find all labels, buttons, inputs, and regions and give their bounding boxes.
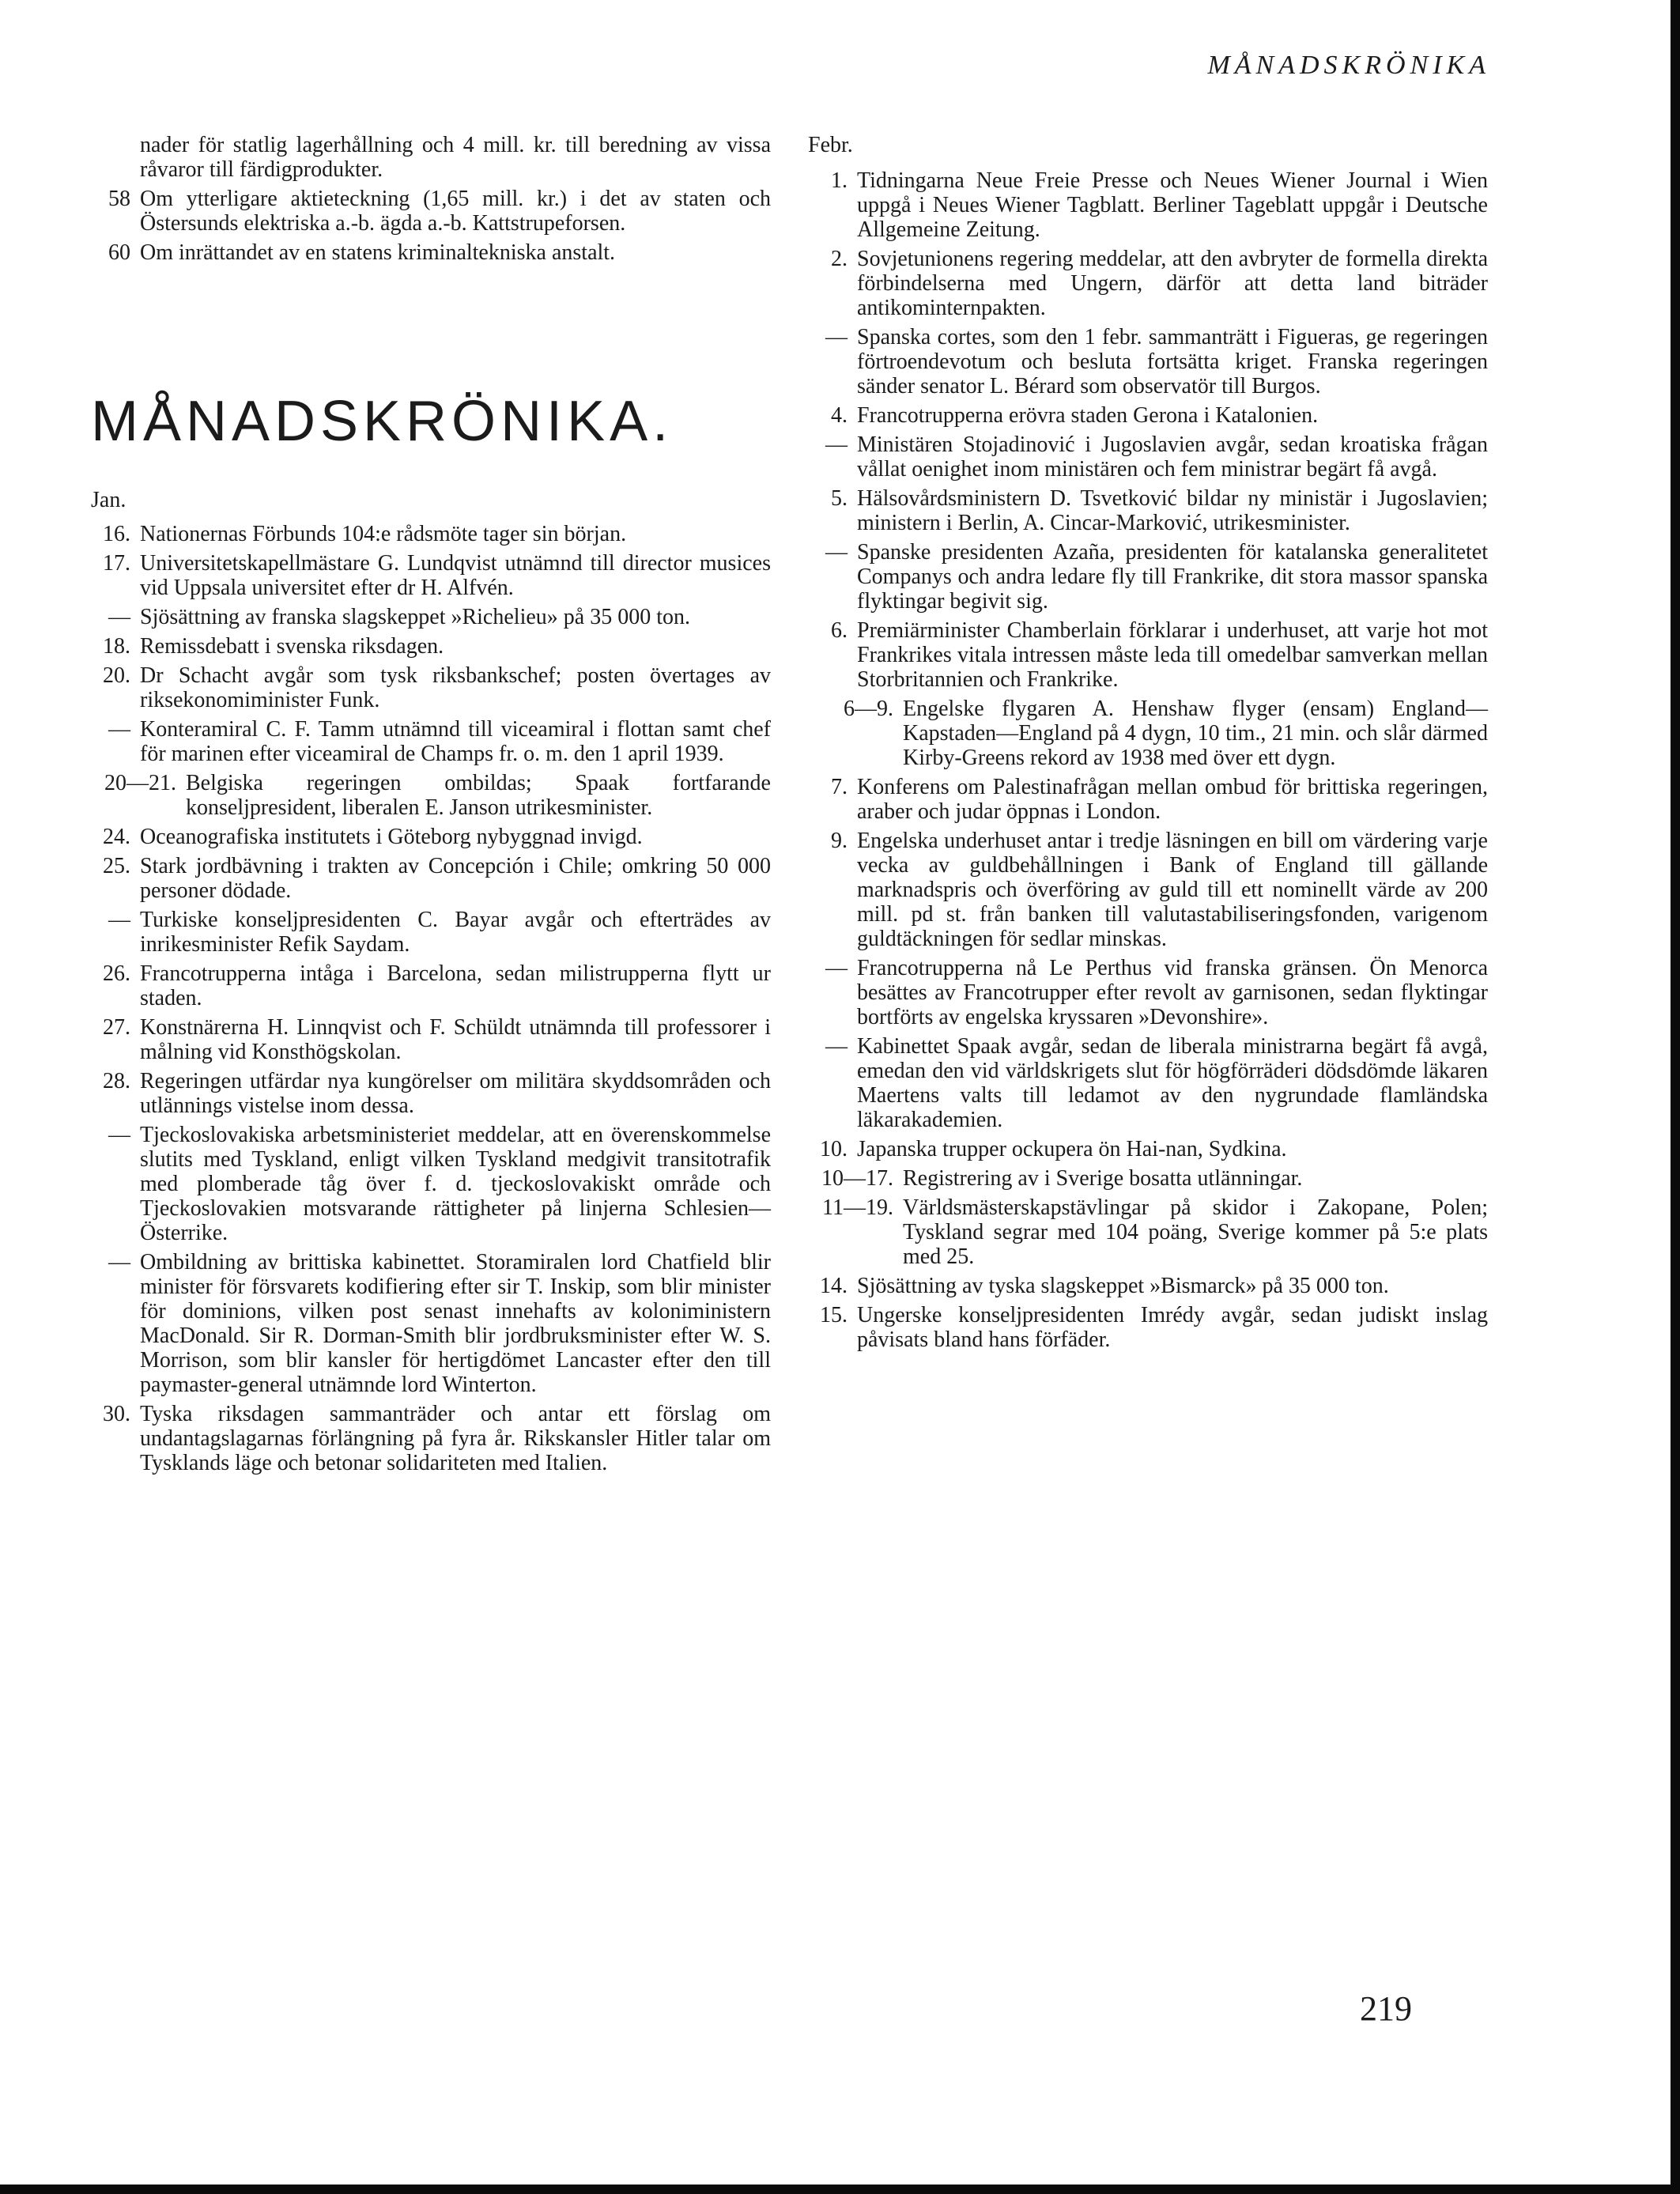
entry-number: 9. [831, 829, 848, 853]
entry-text: Tyska riksdagen sammanträder och antar ett förslag om undantagslagarnas förlängning på fyra år. Rikskansler Hitler talar om Tysklands läge och betonar solidariteten med Italien. [140, 1402, 771, 1475]
entry-text: Tjeckoslovakiska arbetsministeriet meddelar, att en överenskommelse slutits med Tyskland, enligt vilken Tyskland medgivit transitotrafik med plomberade tåg över f. d. tjeckoslovakiskt område och Tjeckoslovakien motsvarande rättigheter på linjerna Schlesien—Österrike. [140, 1123, 771, 1245]
entry-number: 4. [831, 403, 848, 428]
chronicle-entry [808, 247, 1488, 320]
entry-number: — [108, 908, 130, 932]
entry-number: 14. [820, 1274, 848, 1298]
chronicle-entry [91, 663, 771, 712]
chronicle-entry [91, 551, 771, 600]
entry-text: Konstnärerna H. Linnqvist och F. Schüldt utnämnda till professorer i målning vid Konsthögskolan. [140, 1015, 771, 1064]
chronicle-entry [808, 697, 1488, 770]
entry-text: Registrering av i Sverige bosatta utlänningar. [903, 1166, 1303, 1191]
chronicle-entry [808, 956, 1488, 1029]
entry-text: Ombildning av brittiska kabinettet. Storamiralen lord Chatfield blir minister för försvarets kodifiering efter sir T. Inskip, som blir minister för dominions, vilken post senast innehafts av koloniministern MacDonald. Sir R. Dorman-Smith blir jordbruksminister efter W. S. Morrison, som blir kansler för hertigdömet Lancaster efter den till paymaster-general utnämnde lord Winterton. [140, 1250, 771, 1397]
chronicle-entry [808, 1166, 1488, 1191]
entry-text: Världsmästerskapstävlingar på skidor i Zakopane, Polen; Tyskland segrar med 104 poäng, Sverige kommer på 5:e plats med 25. [903, 1195, 1488, 1269]
entry-text: Hälsovårdsministern D. Tsvetković bildar ny ministär i Jugoslavien; ministern i Berlin, A. Cincar-Marković, utrikesminister. [857, 486, 1488, 535]
chronicle-list-jan [91, 522, 771, 1475]
entry-number: 24. [103, 825, 130, 849]
entry-number: 1. [831, 168, 848, 193]
chronicle-entry [91, 717, 771, 766]
right-column [808, 133, 1488, 1357]
entry-number: 11—19. [822, 1195, 893, 1220]
entry-number: 6—9. [844, 697, 893, 721]
chronicle-entry [91, 1015, 771, 1064]
entry-number: 60 [108, 240, 130, 265]
chronicle-entry [91, 1402, 771, 1475]
chronicle-entry [808, 432, 1488, 481]
entry-number: 7. [831, 775, 848, 799]
scan-edge-bottom [0, 2185, 1680, 2194]
entry-number: 26. [103, 961, 130, 986]
entry-number: 6. [831, 618, 848, 643]
entry-number: — [108, 605, 130, 629]
running-head: MÅNADSKRÖNIKA [1207, 51, 1490, 80]
entry-text: Belgiska regeringen ombildas; Spaak fortfarande konseljpresident, liberalen E. Janson utrikesminister. [186, 771, 771, 820]
entry-number: 2. [831, 247, 848, 271]
entry-text: Dr Schacht avgår som tysk riksbankschef; posten övertages av riksekonomiminister Funk. [140, 663, 771, 712]
chronicle-entry [91, 908, 771, 957]
entry-text: Om ytterligare aktieteckning (1,65 mill. kr.) i det av staten och Östersunds elektriska a.-b. ägda a.-b. Kattstrupeforsen. [140, 187, 771, 236]
entry-number: 15. [820, 1303, 848, 1327]
chronicle-entry [808, 618, 1488, 692]
chronicle-list-febr [808, 168, 1488, 1352]
chronicle-entry [91, 961, 771, 1010]
continuation-text: nader för statlig lagerhållning och 4 mill. kr. till beredning av vissa råvaror till färdigprodukter. [140, 133, 771, 182]
chronicle-entry [91, 605, 771, 629]
entry-text: Remissdebatt i svenska riksdagen. [140, 634, 444, 659]
entry-number: — [108, 1123, 130, 1147]
entry-text: Turkiske konseljpresidenten C. Bayar avgår och efterträdes av inrikesminister Refik Saydam. [140, 908, 771, 957]
entry-text: Oceanografiska institutets i Göteborg nybyggnad invigd. [140, 825, 643, 849]
chronicle-entry [91, 522, 771, 546]
entry-text: Francotrupperna erövra staden Gerona i Katalonien. [857, 403, 1319, 428]
month-heading-febr: Febr. [808, 133, 853, 157]
entry-number: — [825, 432, 848, 457]
month-heading-jan: Jan. [91, 488, 126, 512]
chronicle-entry [808, 1274, 1488, 1298]
chronicle-entry [808, 1034, 1488, 1132]
entry-text: Francotrupperna intåga i Barcelona, sedan milistrupperna flytt ur staden. [140, 961, 771, 1010]
entry-number: 20—21. [104, 771, 176, 795]
entry-text: Sjösättning av tyska slagskeppet »Bismarck» på 35 000 ton. [857, 1274, 1389, 1298]
chronicle-entry [91, 1123, 771, 1245]
page-number: 219 [1360, 1989, 1412, 2028]
entry-text: Konferens om Palestinafrågan mellan ombud för brittiska regeringen, araber och judar öppnas i London. [857, 775, 1488, 824]
entry-text: Stark jordbävning i trakten av Concepción i Chile; omkring 50 000 personer dödade. [140, 854, 771, 903]
chronicle-entry [808, 540, 1488, 614]
entry-number: 10. [820, 1137, 848, 1161]
chronicle-entry [91, 634, 771, 659]
chronicle-entry [91, 1250, 771, 1397]
entry-text: Ungerske konseljpresidenten Imrédy avgår, sedan judiskt inslag påvisats bland hans förfäder. [857, 1303, 1488, 1352]
entry-text: Ministären Stojadinović i Jugoslavien avgår, sedan kroatiska frågan vållat oenighet inom ministären och fem ministrar begärt få avgå. [857, 432, 1488, 481]
chronicle-entry [808, 1195, 1488, 1269]
entry-number: 5. [831, 486, 848, 511]
chronicle-entry [91, 771, 771, 820]
entry-text: Spanske presidenten Azaña, presidenten för katalanska generalitetet Companys och andra ledare fly till Frankrike, dit stora massor spanska flyktingar begivit sig. [857, 540, 1488, 614]
chronicle-entry [808, 168, 1488, 242]
entry-number: 18. [103, 634, 130, 659]
entry-number: — [825, 956, 848, 980]
chronicle-entry [808, 775, 1488, 824]
entry-text: Spanska cortes, som den 1 febr. sammanträtt i Figueras, ge regeringen förtroendevotum och besluta fortsätta kriget. Franska regeringen sänder senator L. Bérard som observatör till Burgos. [857, 325, 1488, 398]
entry-number: 27. [103, 1015, 130, 1040]
chronicle-entry [808, 829, 1488, 951]
entry-number: 10—17. [821, 1166, 893, 1191]
entry-number: 16. [103, 522, 130, 546]
entry-number: 30. [103, 1402, 130, 1426]
chronicle-entry [91, 1069, 771, 1118]
entry-text: Engelske flygaren A. Henshaw flyger (ensam) England—Kapstaden—England på 4 dygn, 10 tim., 21 min. och slår därmed Kirby-Greens rekord av 1938 med över ett dygn. [903, 697, 1488, 770]
entry-number: — [825, 1034, 848, 1059]
chronicle-entry [91, 825, 771, 849]
entry-number: — [108, 717, 130, 742]
chronicle-entry [808, 403, 1488, 428]
entry-text: Sjösättning av franska slagskeppet »Richelieu» på 35 000 ton. [140, 605, 690, 629]
entry-text: Francotrupperna nå Le Perthus vid franska gränsen. Ön Menorca besättes av Francotrupper efter revolt av garnisonen, sedan flyktingar bortförts av engelska kryssaren »Devonshire». [857, 956, 1488, 1029]
entry-number: 20. [103, 663, 130, 688]
entry-number: — [825, 325, 848, 349]
entry-text: Konteramiral C. F. Tamm utnämnd till viceamiral i flottan samt chef för marinen efter viceamiral de Champs fr. o. m. den 1 april 1939. [140, 717, 771, 766]
bill-item [91, 240, 771, 265]
chronicle-entry [808, 486, 1488, 535]
bill-item [91, 187, 771, 236]
entry-text: Kabinettet Spaak avgår, sedan de liberala ministrarna begärt få avgå, emedan den vid världskrigets slut för högförräderi dödsdömde läkaren Maertens valts till ledamot av den nygrundade flamländska läkarakademien. [857, 1034, 1488, 1132]
entry-text: Regeringen utfärdar nya kungörelser om militära skyddsområden och utlännings vistelse inom dessa. [140, 1069, 771, 1118]
entry-number: 25. [103, 854, 130, 878]
entry-number: — [825, 540, 848, 565]
chronicle-entry [808, 1137, 1488, 1161]
entry-number: — [108, 1250, 130, 1274]
entry-text: Premiärminister Chamberlain förklarar i underhuset, att varje hot mot Frankrikes vitala intressen måste leda till omedelbar samverkan mellan Storbritannien och Frankrike. [857, 618, 1488, 692]
entry-text: Om inrättandet av en statens kriminaltekniska anstalt. [140, 240, 616, 265]
entry-number: 28. [103, 1069, 130, 1093]
section-title: MÅNADSKRÖNIKA. [91, 390, 674, 453]
entry-text: Engelska underhuset antar i tredje läsningen en bill om värdering varje vecka av guldbehållningen i Bank of England till gällande marknadspris och överföring av guld till ett nominellt värde av 200 mill. pd st. från banken till valutastabiliseringsfonden, varigenom guldtäckningen för sedlar minskas. [857, 829, 1488, 951]
chronicle-entry [808, 1303, 1488, 1352]
entry-number: 58 [108, 187, 130, 211]
entry-text: Japanska trupper ockupera ön Hai-nan, Sydkina. [857, 1137, 1287, 1161]
scan-edge-right [1671, 0, 1680, 2194]
entry-text: Nationernas Förbunds 104:e rådsmöte tager sin början. [140, 522, 627, 546]
left-column [91, 133, 771, 1480]
chronicle-entry [808, 325, 1488, 398]
entry-text: Sovjetunionens regering meddelar, att den avbryter de formella direkta förbindelserna med Ungern, därför att detta land biträder antikominternpakten. [857, 247, 1488, 320]
entry-number: 17. [103, 551, 130, 576]
chronicle-entry [91, 854, 771, 903]
entry-text: Universitetskapellmästare G. Lundqvist utnämnd till director musices vid Uppsala universitet efter dr H. Alfvén. [140, 551, 771, 600]
bill-list [91, 187, 771, 265]
entry-text: Tidningarna Neue Freie Presse och Neues Wiener Journal i Wien uppgå i Neues Wiener Tagblatt. Berliner Tageblatt uppgår i Deutsche Allgemeine Zeitung. [857, 168, 1488, 242]
